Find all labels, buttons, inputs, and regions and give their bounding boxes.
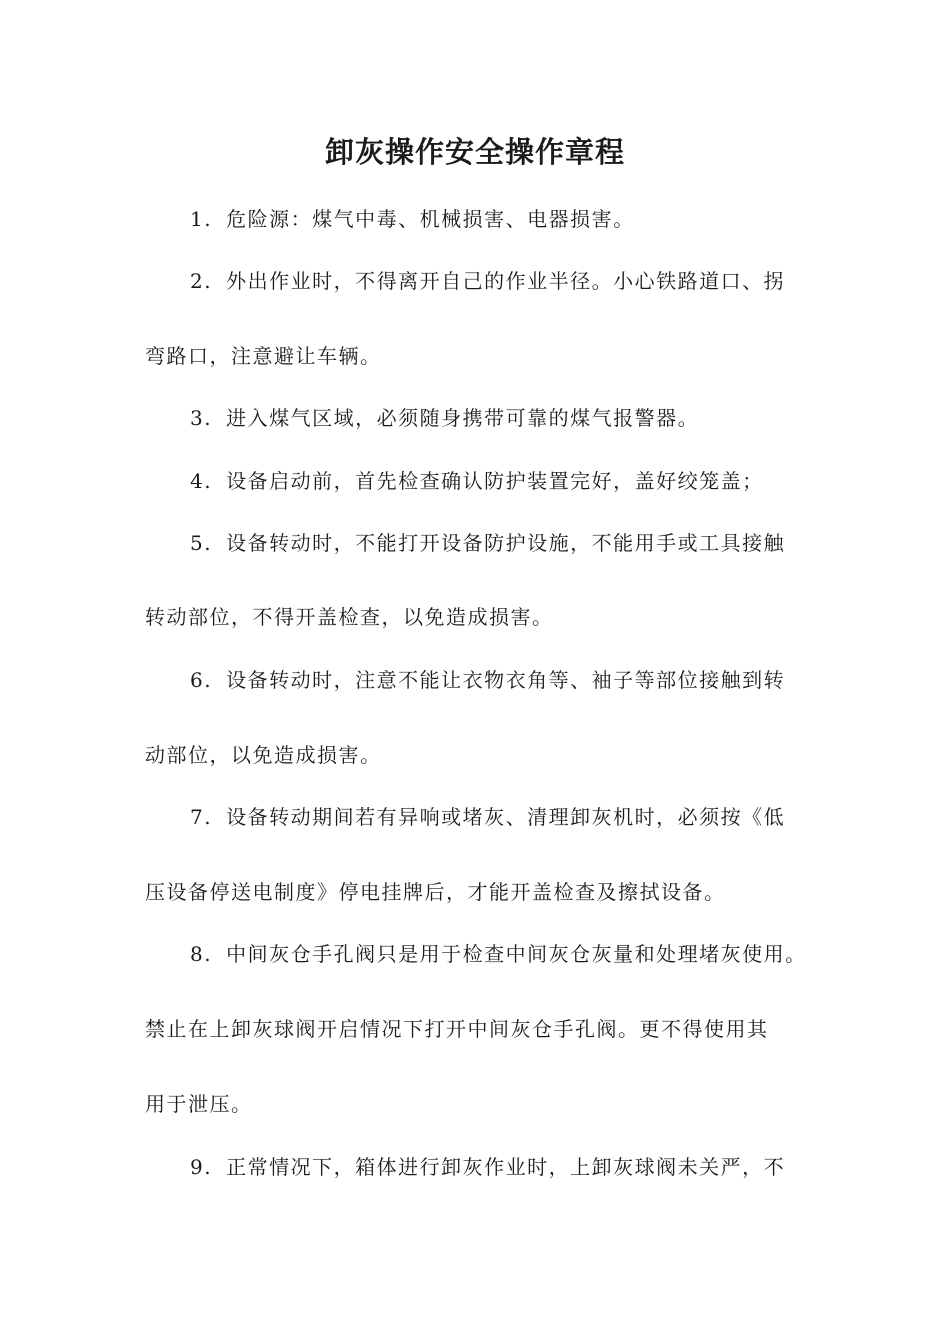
- list-item-3-line-1: [190, 403, 699, 433]
- list-item-8-line-3: 用于泄压。: [145, 1092, 253, 1116]
- item-text: 正常情况下，箱体进行卸灰作业时，上卸灰球阀未关严，不: [226, 1155, 786, 1179]
- item-text: 进入煤气区域，必须随身携带可靠的煤气报警器。: [226, 406, 700, 430]
- item-number: 9.: [190, 1155, 213, 1179]
- item-number: 7.: [190, 805, 213, 829]
- list-item-2-line-1: [190, 266, 785, 296]
- list-item-7-line-1: [190, 802, 785, 832]
- item-number: 2.: [190, 269, 213, 293]
- item-text: 设备启动前，首先检查确认防护装置完好，盖好绞笼盖；: [226, 469, 764, 493]
- item-number: 8.: [190, 942, 213, 966]
- item-text: 设备转动时，不能打开设备防护设施，不能用手或工具接触: [226, 531, 786, 555]
- list-item-9-line-1: [190, 1152, 785, 1182]
- item-text: 外出作业时，不得离开自己的作业半径。小心铁路道口、拐: [226, 269, 786, 293]
- item-text: 危险源：煤气中毒、机械损害、电器损害。: [226, 207, 635, 231]
- list-item-7-line-2: 压设备停送电制度》停电挂牌后，才能开盖检查及擦拭设备。: [145, 880, 726, 904]
- page-title: 卸灰操作安全操作章程: [324, 135, 625, 169]
- item-number: 1.: [190, 207, 213, 231]
- list-item-8-line-2: 禁止在上卸灰球阀开启情况下打开中间灰仓手孔阀。更不得使用其: [145, 1017, 769, 1041]
- item-number: 4.: [190, 469, 213, 493]
- item-text: 设备转动期间若有异响或堵灰、清理卸灰机时，必须按《低: [226, 805, 786, 829]
- list-item-2-line-2: 弯路口，注意避让车辆。: [145, 344, 382, 368]
- list-item-1-line-1: [190, 204, 635, 234]
- list-item-5-line-1: [190, 528, 785, 558]
- list-item-8-line-1: [190, 939, 807, 969]
- item-number: 5.: [190, 531, 213, 555]
- item-text: 设备转动时，注意不能让衣物衣角等、袖子等部位接触到转: [226, 668, 786, 692]
- list-item-4-line-1: [190, 466, 764, 496]
- item-number: 6.: [190, 668, 213, 692]
- list-item-5-line-2: 转动部位，不得开盖检查，以免造成损害。: [145, 605, 554, 629]
- item-text: 中间灰仓手孔阀只是用于检查中间灰仓灰量和处理堵灰使用。: [226, 942, 807, 966]
- item-number: 3.: [190, 406, 213, 430]
- list-item-6-line-1: [190, 665, 785, 695]
- list-item-6-line-2: 动部位，以免造成损害。: [145, 743, 382, 767]
